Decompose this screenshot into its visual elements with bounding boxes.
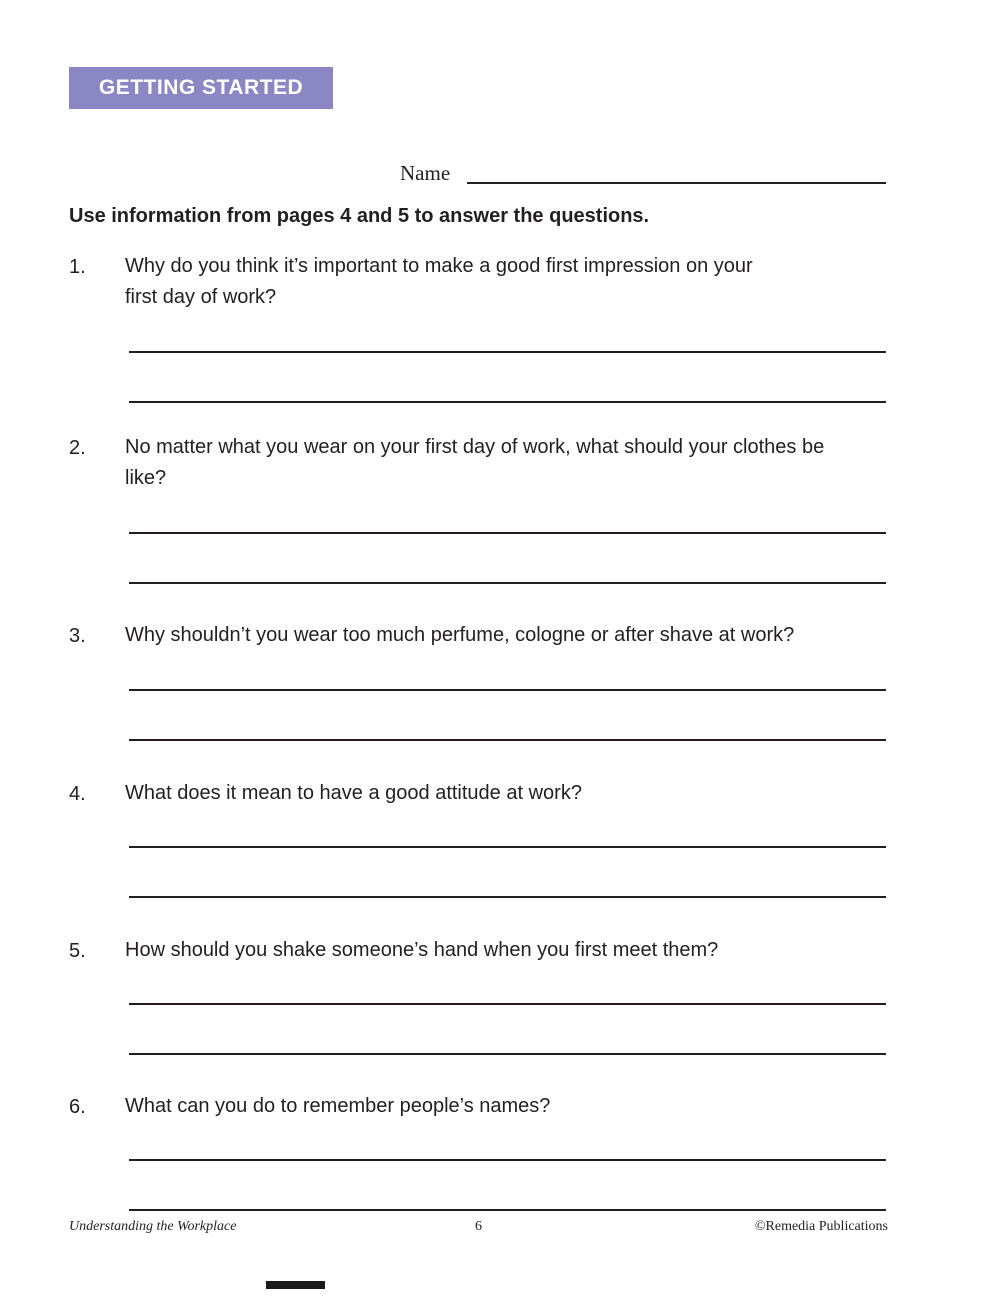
- question-2: [69, 437, 886, 587]
- answer-line[interactable]: [129, 582, 886, 584]
- answer-line[interactable]: [129, 1209, 886, 1211]
- question-4: [69, 783, 886, 903]
- question-6: [69, 1096, 886, 1216]
- question-3: [69, 625, 886, 745]
- answer-line[interactable]: [129, 1159, 886, 1161]
- question-number: 5.: [69, 940, 86, 962]
- question-number: 6.: [69, 1096, 86, 1118]
- answer-line[interactable]: [129, 1003, 886, 1005]
- name-field[interactable]: [400, 160, 886, 186]
- question-number: 1.: [69, 256, 86, 278]
- name-input-line[interactable]: [467, 182, 886, 184]
- question-text: No matter what you wear on your first day of work, what should your clothes be like?: [125, 436, 825, 489]
- question-1: [69, 256, 886, 406]
- question-text: What can you do to remember people’s names?: [125, 1095, 551, 1117]
- question-text: How should you shake someone’s hand when you first meet them?: [125, 939, 719, 961]
- question-text: Why shouldn’t you wear too much perfume, cologne or after shave at work?: [125, 624, 795, 646]
- answer-line[interactable]: [129, 846, 886, 848]
- crop-mark: [266, 1281, 325, 1289]
- instructions: Use information from pages 4 and 5 to answer the questions.: [69, 205, 650, 227]
- question-number: 4.: [69, 783, 86, 805]
- answer-line[interactable]: [129, 351, 886, 353]
- footer-page-number: 6: [475, 1219, 482, 1234]
- answer-line[interactable]: [129, 896, 886, 898]
- question-text: What does it mean to have a good attitude at work?: [125, 782, 582, 804]
- question-5: [69, 940, 886, 1060]
- footer-publisher: ©Remedia Publications: [754, 1219, 888, 1234]
- question-text: Why do you think it’s important to make a good first impression on your first day of work?: [125, 255, 753, 308]
- question-number: 3.: [69, 625, 86, 647]
- page-footer: [0, 1219, 1000, 1239]
- answer-line[interactable]: [129, 401, 886, 403]
- question-number: 2.: [69, 437, 86, 459]
- answer-line[interactable]: [129, 689, 886, 691]
- answer-line[interactable]: [129, 532, 886, 534]
- answer-line[interactable]: [129, 739, 886, 741]
- section-header: GETTING STARTED: [69, 67, 333, 109]
- name-label: Name: [400, 161, 451, 185]
- footer-book-title: Understanding the Workplace: [69, 1219, 237, 1234]
- answer-line[interactable]: [129, 1053, 886, 1055]
